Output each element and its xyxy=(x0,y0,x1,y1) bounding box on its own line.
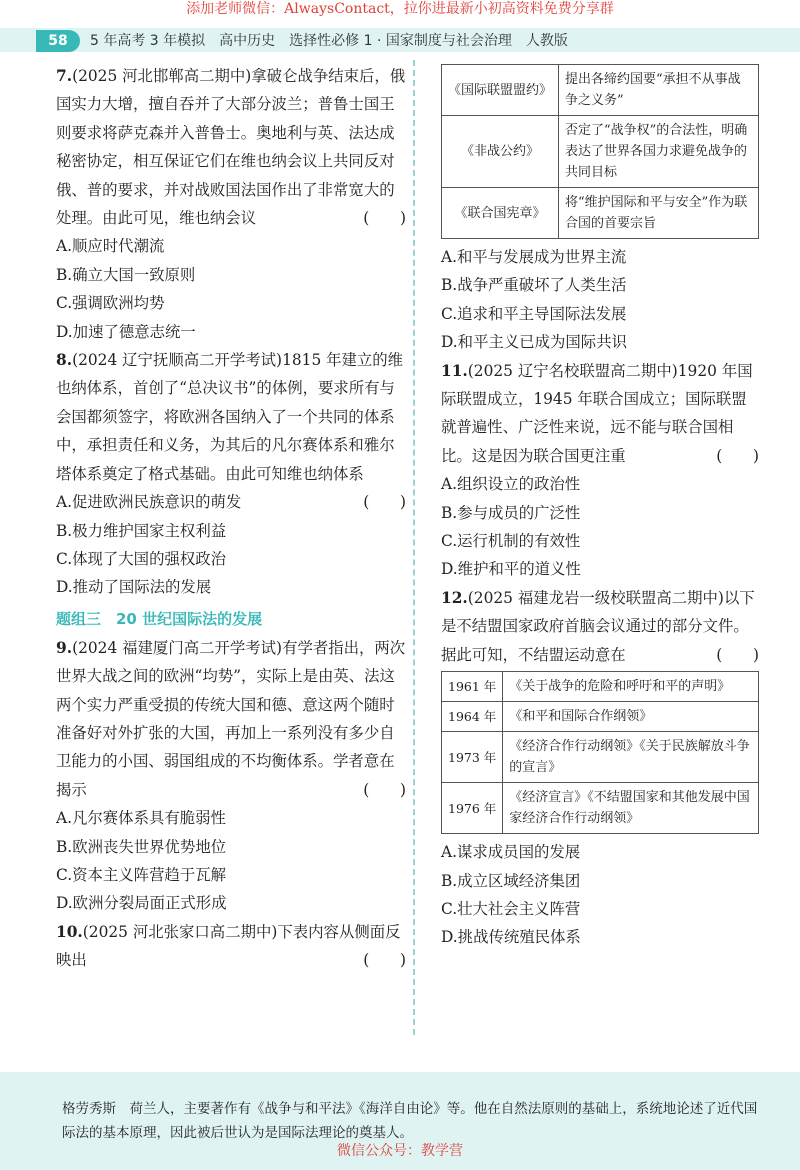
table-cell-year: 1973 年 xyxy=(442,732,503,783)
table-cell-desc: 将“维护国际和平与安全”作为联合国的首要宗旨 xyxy=(559,188,759,239)
question-stem: 1815 年建立的维也纳体系，首创了“总决议书”的体例，要求所有与会国都须签字，将欧洲各国纳入了一个共同的体系中，承担责任和义务，为其后的凡尔赛体系和雅尔塔体系奠定了格式基础。由此可知维也纳体系 xyxy=(56,351,404,483)
question-12 xyxy=(441,584,759,669)
table-cell-docs: 《经济合作行动纲领》《关于民族解放斗争的宣言》 xyxy=(503,732,759,783)
question-source: (2025 河北邯郸高二期中) xyxy=(72,67,252,85)
question-source: (2025 辽宁名校联盟高二期中) xyxy=(467,361,678,380)
question-stem: 以下是不结盟国家政府首脑会议通过的部分文件。据此可知，不结盟运动意在 xyxy=(441,588,755,664)
q10-table xyxy=(441,64,759,239)
option[interactable]: B.战争严重破坏了人类生活 xyxy=(441,276,627,295)
table-row xyxy=(442,672,759,702)
option[interactable]: A.谋求成员国的发展 xyxy=(441,843,581,862)
table-cell-desc: 否定了“战争权”的合法性，明确表达了世界各国力求避免战争的共同目标 xyxy=(559,116,759,188)
option[interactable]: D.和平主义已成为国际共识 xyxy=(441,333,627,352)
option[interactable]: C.壮大社会主义阵营 xyxy=(441,899,581,918)
table-cell-year: 1976 年 xyxy=(442,783,503,834)
option[interactable]: B.确立大国一致原则 xyxy=(56,265,196,284)
footer-note: 格劳秀斯 荷兰人，主要著作有《战争与和平法》《海洋自由论》等。他在自然法原则的基础上，系统地论述了近代国际法的基本原理，因此被后世认为是国际法理论的奠基人。 xyxy=(62,1101,758,1141)
question-stem: 1920 年国际联盟成立，1945 年联合国成立；国际联盟就普遍性、广泛性来说，远不能与联合国相比。这是因为联合国更注重 xyxy=(441,361,753,465)
table-cell-year: 1964 年 xyxy=(442,702,503,732)
option[interactable]: C.资本主义阵营趋于瓦解 xyxy=(56,865,227,884)
question-10 xyxy=(56,918,406,975)
question-number: 10. xyxy=(56,922,83,941)
table-cell-docs: 《关于战争的危险和呼吁和平的声明》 xyxy=(503,672,759,702)
answer-blank: ( ) xyxy=(363,493,406,512)
right-column xyxy=(441,62,759,952)
option[interactable]: D.维护和平的道义性 xyxy=(441,560,581,579)
question-source: (2025 河北张家口高二期中) xyxy=(82,922,278,941)
question-stem: 有学者指出，两次世界大战之间的欧洲“均势”，实际上是由英、法这两个实力严重受损的传统大国和德、意这两个随时准备好对外扩张的大国，再加上一系列没有多少自卫能力的小国、弱国组成的不均衡体系。学者意在揭示 xyxy=(56,638,406,799)
option[interactable]: C.运行机制的有效性 xyxy=(441,532,581,551)
question-9 xyxy=(56,634,406,804)
option[interactable]: B.参与成员的广泛性 xyxy=(441,503,581,522)
watermark-bottom: 微信公众号：教学营 xyxy=(337,1143,463,1159)
left-column xyxy=(56,62,406,975)
question-number: 12. xyxy=(441,588,468,607)
option[interactable]: A.组织设立的政治性 xyxy=(441,475,581,494)
option[interactable]: C.强调欧洲均势 xyxy=(56,294,165,313)
q12-table xyxy=(441,671,759,834)
option[interactable]: A.促进欧洲民族意识的萌发 xyxy=(56,493,242,512)
table-row xyxy=(442,188,759,239)
option[interactable]: B.成立区域经济集团 xyxy=(441,871,581,890)
option[interactable]: D.推动了国际法的发展 xyxy=(56,578,212,597)
table-cell-desc: 提出各缔约国要“承担不从事战争之义务” xyxy=(559,65,759,116)
page-header xyxy=(0,28,800,54)
answer-blank: ( ) xyxy=(363,209,406,228)
option[interactable]: D.欧洲分裂局面正式形成 xyxy=(56,894,227,913)
table-cell-year: 1961 年 xyxy=(442,672,503,702)
table-cell-doc: 《国际联盟盟约》 xyxy=(442,65,559,116)
table-row xyxy=(442,702,759,732)
option[interactable]: B.极力维护国家主权利益 xyxy=(56,521,227,540)
table-row xyxy=(442,116,759,188)
question-7 xyxy=(56,62,406,232)
table-cell-doc: 《非战公约》 xyxy=(442,116,559,188)
option[interactable]: A.顺应时代潮流 xyxy=(56,237,165,256)
table-row xyxy=(442,783,759,834)
question-source: (2025 福建龙岩一级校联盟高二期中) xyxy=(467,588,724,607)
answer-blank: ( ) xyxy=(363,951,406,970)
question-number: 9. xyxy=(56,638,73,657)
table-row xyxy=(442,732,759,783)
answer-blank: ( ) xyxy=(716,645,759,664)
option[interactable]: C.体现了大国的强权政治 xyxy=(56,549,227,568)
option[interactable]: A.和平与发展成为世界主流 xyxy=(441,248,627,266)
watermark-top: 添加老师微信：AlwaysContact，拉你进最新小初高资料免费分享群 xyxy=(186,1,614,17)
option[interactable]: C.追求和平主导国际法发展 xyxy=(441,304,627,323)
question-number: 8. xyxy=(56,351,73,370)
question-11 xyxy=(441,357,759,471)
question-source: (2024 辽宁抚顺高二开学考试) xyxy=(72,351,283,370)
question-number: 7. xyxy=(56,67,73,85)
option[interactable]: D.加速了德意志统一 xyxy=(56,322,196,341)
table-cell-docs: 《经济宣言》《不结盟国家和其他发展中国家经济合作行动纲领》 xyxy=(503,783,759,834)
answer-blank: ( ) xyxy=(716,446,759,465)
question-stem: 拿破仑战争结束后，俄国实力大增，擅自吞并了大部分波兰；普鲁士国王则要求将萨克森并入普鲁士。奥地利与英、法达成秘密协定，相互保证它们在维也纳会议上共同反对俄、普的要求，并对战败国法国作出了非常宽大的处理。由此可见，维也纳会议 xyxy=(56,67,406,228)
table-cell-doc: 《联合国宪章》 xyxy=(442,188,559,239)
option[interactable]: D.挑战传统殖民体系 xyxy=(441,928,581,947)
column-divider xyxy=(413,60,415,1035)
page-number: 58 xyxy=(36,30,80,52)
question-number: 11. xyxy=(441,361,468,380)
question-source: (2024 福建厦门高二开学考试) xyxy=(72,638,283,657)
answer-blank: ( ) xyxy=(363,780,406,799)
table-cell-docs: 《和平和国际合作纲领》 xyxy=(503,702,759,732)
option[interactable]: A.凡尔赛体系具有脆弱性 xyxy=(56,809,226,828)
question-stem: 下表内容从侧面反映出 xyxy=(56,922,401,970)
option[interactable]: B.欧洲丧失世界优势地位 xyxy=(56,837,227,856)
group-title: 题组三 20 世纪国际法的发展 xyxy=(56,609,263,628)
table-row xyxy=(442,65,759,116)
header-title: 5 年高考 3 年模拟 高中历史 选择性必修 1 · 国家制度与社会治理 人教版 xyxy=(90,33,568,49)
